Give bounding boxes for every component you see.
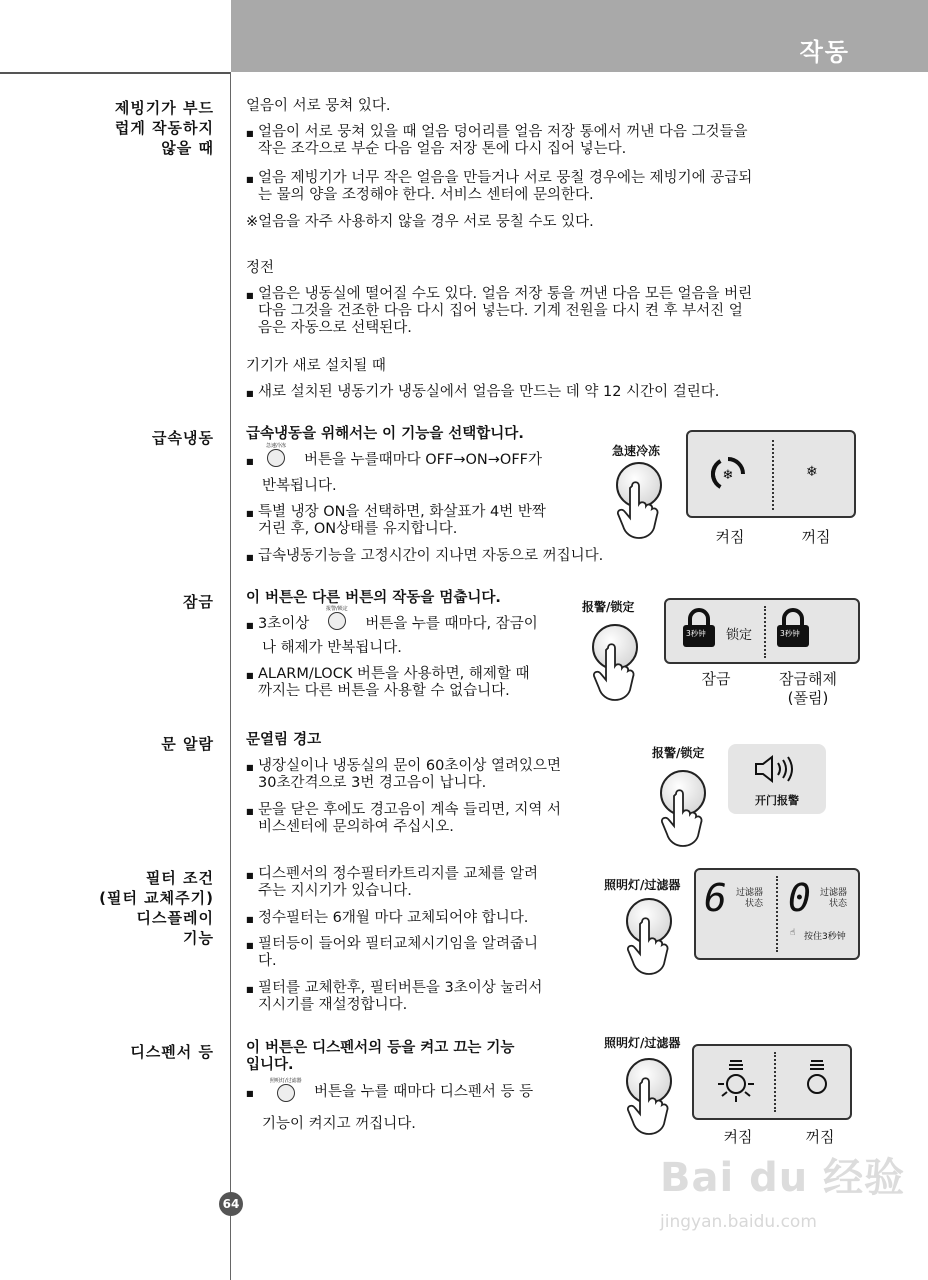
lock-bullet-1-cont: 나 해제가 반복됩니다. xyxy=(262,640,402,656)
section-label-ice: 제빙기가 부드 럽게 작동하지 않을 때 xyxy=(114,99,214,157)
pointing-hand-icon xyxy=(588,640,638,702)
new-install-title: 기기가 새로 설치될 때 xyxy=(246,358,386,374)
pointing-hand-icon xyxy=(622,914,672,976)
quick-freeze-display-panel xyxy=(686,430,856,518)
page-number: 64 xyxy=(219,1192,243,1216)
dispenser-light-display-panel xyxy=(692,1044,852,1120)
new-install-bullet: ■ 새로 설치된 냉동기가 냉동실에서 얼음을 만드는 데 약 12 시간이 걸린다. xyxy=(246,384,856,401)
quick-freeze-bullet-2: ■ 특별 냉장 ON을 선택하면, 화살표가 4번 반짝 거린 후, ON상태를 유지합니다. xyxy=(246,504,606,538)
inline-quick-freeze-button: 急速冷冻 xyxy=(266,443,286,467)
door-alarm-bullet-1: ■ 냉장실이나 냉동실의 문이 60초이상 열려있으면 30초간격으로 3번 경고음이 납니다. xyxy=(246,758,626,792)
quick-freeze-title: 급속냉동을 위해서는 이 기능을 선택합니다. xyxy=(246,426,524,442)
page-title: 작동 xyxy=(799,38,850,66)
lock-panel-text: 锁定 xyxy=(726,628,753,643)
speaker-icon xyxy=(752,754,798,784)
section-label-door-alarm: 문 알람 xyxy=(161,735,214,753)
quick-freeze-button-label: 急速冷冻 xyxy=(612,444,661,458)
panel-divider xyxy=(772,440,774,510)
watermark-logo: Bai du 经验 xyxy=(660,1155,906,1201)
dispenser-light-title: 이 버튼은 디스펜서의 등을 켜고 끄는 기능 입니다. xyxy=(246,1040,515,1073)
filter-status-label-left: 过滤器 状态 xyxy=(736,888,764,909)
light-off-icon xyxy=(802,1058,832,1100)
hand-hold-icon: ☝ xyxy=(790,928,796,938)
filter-button-label: 照明灯/过滤器 xyxy=(604,878,681,892)
lock-bullet-2: ■ ALARM/LOCK 버튼을 사용하면, 해제할 때 까지는 다른 버튼을 사용할 수 없습니다. xyxy=(246,666,586,700)
ice-clumped-bullet-2: ■ 얼음 제빙기가 너무 작은 얼음을 만들거나 서로 뭉칠 경우에는 제빙기에 공급되 는 물의 양을 조정해야 한다. 서비스 센터에 문의한다. xyxy=(246,170,856,204)
column-divider xyxy=(230,72,231,1280)
pointing-hand-icon xyxy=(656,786,706,848)
lock-display-panel xyxy=(664,598,860,664)
pointing-hand-icon xyxy=(612,478,662,540)
dispenser-light-bullet-1: ■ 버튼을 누를 때마다 디스펜서 등 등 xyxy=(246,1084,586,1101)
filter-display-panel xyxy=(694,868,860,960)
filter-hold-label: 按住3秒钟 xyxy=(804,932,846,942)
ice-clumped-bullet-1: ■ 얼음이 서로 뭉쳐 있을 때 얼음 덩어리를 얼음 저장 통에서 꺼낸 다음 그것들을 작은 조각으로 부순 다음 얼음 저장 톤에 다시 집어 넣는다. xyxy=(246,124,856,158)
snowflake-icon: ❄ xyxy=(806,464,818,480)
lock-bullet-1: ■ 3초이상 버튼을 누를 때마다, 잠금이 xyxy=(246,616,586,633)
pointing-hand-icon xyxy=(622,1074,672,1136)
section-label-filter: 필터 조건 (필터 교체주기) 디스플레이 기능 xyxy=(99,869,214,947)
door-alarm-display-panel xyxy=(728,744,826,814)
quick-freeze-bullet-3: ■ 급속냉동기능을 고정시간이 지나면 자동으로 꺼집니다. xyxy=(246,548,666,565)
quick-freeze-bullet-1: ■ 버튼을 누를때마다 OFF→ON→OFF가 xyxy=(246,452,596,469)
filter-bullet-2: ■ 정수필터는 6개월 마다 교체되어야 합니다. xyxy=(246,910,596,927)
quick-freeze-off-label: 꺼짐 xyxy=(801,528,831,546)
light-on-icon xyxy=(716,1058,756,1104)
door-alarm-button-label: 报警/锁定 xyxy=(652,746,705,760)
light-on-label: 켜짐 xyxy=(723,1128,753,1146)
svg-text:❄: ❄ xyxy=(722,468,734,483)
header-rule xyxy=(0,72,231,74)
lock-button-label: 报警/锁定 xyxy=(582,600,635,614)
quick-freeze-on-label: 켜짐 xyxy=(715,528,745,546)
header-band xyxy=(231,0,928,72)
filter-bullet-4: ■ 필터를 교체한후, 필터버튼을 3초이상 눌러서 지시기를 재설정합니다. xyxy=(246,980,596,1014)
filter-bullet-1: ■ 디스펜서의 정수필터카트리지를 교체를 알려 주는 지시기가 있습니다. xyxy=(246,866,596,900)
filter-status-label-right: 过滤器 状态 xyxy=(820,888,848,909)
watermark-url: jingyan.baidu.com xyxy=(660,1212,817,1232)
lock-off-label: 잠금해제 (폴림) xyxy=(779,670,837,707)
ice-clumped-note: ※얼음을 자주 사용하지 않을 경우 서로 뭉칠 수도 있다. xyxy=(246,214,594,230)
quick-freeze-on-icon xyxy=(710,456,746,492)
lock-on-label: 잠금 xyxy=(701,670,731,688)
filter-bullet-3: ■ 필터등이 들어와 필터교체시기임을 알려줍니 다. xyxy=(246,936,596,970)
ice-clumped-title: 얼음이 서로 뭉쳐 있다. xyxy=(246,98,391,114)
door-alarm-title: 문열림 경고 xyxy=(246,732,322,748)
dispenser-light-bullet-1-cont: 기능이 켜지고 꺼집니다. xyxy=(262,1116,416,1132)
unlock-badge: 3秒钟 xyxy=(780,629,800,638)
door-alarm-bullet-2: ■ 문을 닫은 후에도 경고음이 계속 들리면, 지역 서 비스센터에 문의하여 주십시오. xyxy=(246,802,626,836)
quick-freeze-bullet-1-cont: 반복됩니다. xyxy=(262,478,337,494)
section-label-lock: 잠금 xyxy=(183,593,214,611)
door-alarm-panel-text: 开门报警 xyxy=(755,794,799,807)
lock-title: 이 버튼은 다른 버튼의 작동을 멈춥니다. xyxy=(246,590,501,606)
lock-badge: 3秒钟 xyxy=(686,629,706,638)
inline-lock-button: 报警/锁定 xyxy=(326,606,348,630)
filter-digit-left: 6 xyxy=(704,876,727,920)
light-button-label: 照明灯/过滤器 xyxy=(604,1036,681,1050)
light-off-label: 꺼짐 xyxy=(805,1128,835,1146)
section-label-dispenser-light: 디스펜서 등 xyxy=(130,1043,214,1061)
power-outage-title: 정전 xyxy=(246,260,275,276)
inline-light-button: 照明灯/过滤器 xyxy=(270,1078,302,1102)
filter-digit-right: 0 xyxy=(788,876,811,920)
section-label-quick-freeze: 급속냉동 xyxy=(152,429,214,447)
power-outage-bullet: ■ 얼음은 냉동실에 떨어질 수도 있다. 얼음 저장 통을 꺼낸 다음 모든 얼음을 버린 다음 그것을 건조한 다음 다시 집어 넣는다. 기계 전원을 다시 켠 후 부서진 얼 음은 자동으로 선택된다. xyxy=(246,286,856,337)
